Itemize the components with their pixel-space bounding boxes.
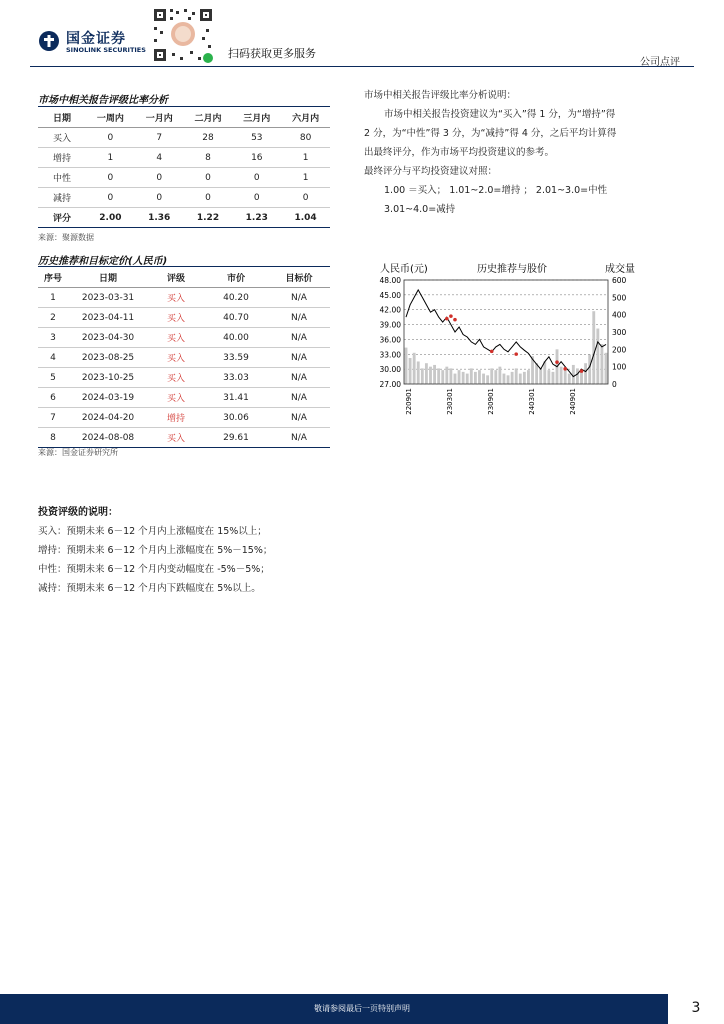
volume-bar bbox=[511, 372, 514, 384]
price-history-chart bbox=[362, 258, 662, 438]
history-table-header: 序号 bbox=[38, 268, 68, 288]
chart-y-tick-label: 27.00 bbox=[379, 380, 401, 389]
chart-y-tick-label: 36.00 bbox=[379, 335, 401, 345]
history-table-cell: N/A bbox=[268, 328, 330, 348]
rating-table-header: 六月内 bbox=[281, 108, 330, 128]
volume-bar bbox=[490, 368, 493, 384]
volume-bar bbox=[429, 367, 432, 384]
volume-bar bbox=[482, 374, 485, 384]
history-table-cell: 3 bbox=[38, 328, 68, 348]
rating-table-row bbox=[38, 188, 330, 208]
volume-bar bbox=[580, 372, 583, 384]
explanation-line: 市场中相关报告投资建议为“买入”得 1 分，为“增持”得 bbox=[384, 109, 616, 120]
price-series-line bbox=[406, 290, 606, 377]
page-number: 3 bbox=[668, 992, 724, 1024]
history-table-row bbox=[38, 328, 330, 348]
footer-disclaimer: 敬请参阅最后一页特别声明 bbox=[314, 1004, 410, 1013]
history-table-cell: 40.00 bbox=[204, 328, 268, 348]
volume-bar bbox=[449, 368, 452, 384]
rating-table-cell: 1 bbox=[281, 168, 330, 188]
rating-table-cell: 4 bbox=[135, 148, 184, 168]
chart-y-tick-label: 30.00 bbox=[379, 365, 401, 375]
volume-bar bbox=[515, 368, 518, 384]
rating-table-cell: 1 bbox=[86, 148, 135, 168]
history-table-cell: 2023-04-11 bbox=[68, 308, 148, 328]
volume-bar bbox=[470, 368, 473, 384]
chart-title: 历史推荐与股价 bbox=[477, 264, 547, 275]
rating-table-cell: 0 bbox=[135, 168, 184, 188]
volume-bar bbox=[454, 374, 457, 384]
explanation-title: 市场中相关报告评级比率分析说明： bbox=[364, 90, 517, 101]
rating-table-cell: 0 bbox=[86, 128, 135, 148]
rating-table-cell: 0 bbox=[135, 188, 184, 208]
chart-x-tick-label: 230901 bbox=[487, 388, 495, 415]
qr-code-icon[interactable] bbox=[150, 5, 216, 65]
rating-cell: 买入 bbox=[148, 388, 204, 408]
history-table-cell: 8 bbox=[38, 428, 68, 448]
chart-y2-tick-label: 200 bbox=[612, 345, 627, 355]
rating-table-header: 一月内 bbox=[135, 108, 184, 128]
history-table-header: 市价 bbox=[204, 268, 268, 288]
volume-bar bbox=[486, 375, 489, 384]
volume-bar bbox=[494, 370, 497, 384]
rating-cell: 买入 bbox=[148, 348, 204, 368]
volume-bar bbox=[576, 368, 579, 384]
rating-table-cell: 0 bbox=[281, 188, 330, 208]
volume-bar bbox=[498, 367, 501, 384]
history-table-row bbox=[38, 348, 330, 368]
volume-bar bbox=[572, 365, 575, 384]
history-table-cell: 40.20 bbox=[204, 288, 268, 308]
volume-bar bbox=[552, 372, 555, 384]
history-table-header: 评级 bbox=[148, 268, 204, 288]
volume-bar bbox=[413, 353, 416, 384]
history-table-cell: 31.41 bbox=[204, 388, 268, 408]
chart-x-tick-label: 230301 bbox=[446, 388, 454, 415]
rating-cell: 买入 bbox=[148, 288, 204, 308]
volume-bar bbox=[592, 311, 595, 384]
volume-bar bbox=[535, 363, 538, 384]
volume-bar bbox=[605, 353, 608, 384]
rating-table-row bbox=[38, 128, 330, 148]
recommendation-marker bbox=[449, 314, 453, 318]
history-table-cell: 4 bbox=[38, 348, 68, 368]
rating-cell: 买入 bbox=[148, 368, 204, 388]
rating-table-top-rule bbox=[38, 106, 330, 107]
rating-score-cell: 评分 bbox=[38, 208, 86, 228]
company-logo-text: 国金证券 bbox=[66, 31, 126, 47]
rating-cell: 买入 bbox=[148, 328, 204, 348]
rating-table-cell: 减持 bbox=[38, 188, 86, 208]
volume-bar bbox=[425, 363, 428, 384]
chart-y-tick-label: 33.00 bbox=[379, 350, 401, 360]
history-table-cell: 5 bbox=[38, 368, 68, 388]
volume-bar bbox=[458, 370, 461, 384]
history-table-row bbox=[38, 368, 330, 388]
rating-table-source: 来源：聚源数据 bbox=[38, 233, 94, 242]
history-table-row bbox=[38, 428, 330, 448]
volume-bars bbox=[405, 311, 608, 384]
rating-table-cell: 53 bbox=[232, 128, 281, 148]
rating-table-cell: 0 bbox=[86, 168, 135, 188]
rating-table-row bbox=[38, 148, 330, 168]
chart-y2-tick-label: 500 bbox=[612, 293, 627, 303]
history-table-row bbox=[38, 388, 330, 408]
rating-table-header: 二月内 bbox=[184, 108, 233, 128]
history-table-cell: N/A bbox=[268, 368, 330, 388]
rating-desc-title: 投资评级的说明： bbox=[38, 507, 118, 518]
chart-y-tick-label: 45.00 bbox=[379, 290, 401, 300]
chart-y2-axis-label: 成交量 bbox=[605, 264, 635, 275]
chart-axes bbox=[380, 276, 627, 415]
rating-table-row bbox=[38, 168, 330, 188]
volume-bar bbox=[547, 370, 550, 384]
history-table-row bbox=[38, 288, 330, 308]
rating-cell: 买入 bbox=[148, 308, 204, 328]
volume-bar bbox=[503, 374, 506, 384]
rating-score-cell: 1.23 bbox=[232, 208, 281, 228]
volume-bar bbox=[584, 363, 587, 384]
chart-y-axis-label: 人民币(元) bbox=[380, 264, 428, 275]
history-table-cell: N/A bbox=[268, 348, 330, 368]
volume-bar bbox=[564, 370, 567, 384]
rating-score-cell: 1.22 bbox=[184, 208, 233, 228]
history-table-cell: 33.03 bbox=[204, 368, 268, 388]
chart-y2-tick-label: 600 bbox=[612, 276, 627, 285]
history-table-cell: 2024-08-08 bbox=[68, 428, 148, 448]
volume-bar bbox=[560, 367, 563, 384]
rating-table-cell: 0 bbox=[86, 188, 135, 208]
price-line bbox=[406, 290, 606, 377]
explanation-line: 1.00 ＝买入； 1.01~2.0=增持 ； 2.01~3.0=中性 bbox=[384, 185, 608, 196]
explanation-line: 3.01~4.0=减持 bbox=[384, 204, 456, 215]
rating-score-cell: 1.36 bbox=[135, 208, 184, 228]
history-table-cell: 2024-03-19 bbox=[68, 388, 148, 408]
volume-bar bbox=[543, 361, 546, 384]
history-table-cell: 2 bbox=[38, 308, 68, 328]
rating-desc-item: 买入：预期未来 6－12 个月内上涨幅度在 15%以上； bbox=[38, 526, 267, 537]
volume-bar bbox=[445, 367, 448, 384]
rating-table-title: 市场中相关报告评级比率分析 bbox=[38, 95, 168, 106]
rating-table-cell: 0 bbox=[184, 168, 233, 188]
volume-bar bbox=[568, 374, 571, 384]
chart-y-tick-label: 42.00 bbox=[379, 305, 401, 315]
chart-y2-tick-label: 0 bbox=[612, 380, 617, 389]
volume-bar bbox=[507, 375, 510, 384]
volume-bar bbox=[474, 372, 477, 384]
rating-table-cell: 0 bbox=[232, 168, 281, 188]
history-table-cell: N/A bbox=[268, 308, 330, 328]
chart-y-tick-label: 39.00 bbox=[379, 320, 401, 330]
rating-table-cell: 0 bbox=[232, 188, 281, 208]
volume-bar bbox=[588, 355, 591, 384]
history-table-cell: 2023-04-30 bbox=[68, 328, 148, 348]
volume-bar bbox=[417, 361, 420, 384]
history-table-cell: 2023-10-25 bbox=[68, 368, 148, 388]
recommendation-marker bbox=[453, 318, 457, 322]
history-table-cell: 1 bbox=[38, 288, 68, 308]
volume-bar bbox=[433, 365, 436, 384]
history-table-cell: 30.06 bbox=[204, 408, 268, 428]
rating-table-header: 日期 bbox=[38, 108, 86, 128]
history-table-cell: 6 bbox=[38, 388, 68, 408]
volume-bar bbox=[421, 368, 424, 384]
rating-desc-item: 增持：预期未来 6－12 个月内上涨幅度在 5%－15%； bbox=[38, 545, 273, 556]
chart-y-tick-label: 48.00 bbox=[379, 276, 401, 285]
chart-y2-tick-label: 400 bbox=[612, 310, 627, 320]
rating-ratio-table bbox=[38, 108, 330, 228]
rating-table-cell: 0 bbox=[184, 188, 233, 208]
header-divider bbox=[30, 66, 694, 67]
history-table-cell: N/A bbox=[268, 288, 330, 308]
history-table-cell: 40.70 bbox=[204, 308, 268, 328]
recommendation-marker bbox=[490, 350, 494, 354]
volume-bar bbox=[437, 368, 440, 384]
volume-bar bbox=[519, 374, 522, 384]
recommendation-marker bbox=[514, 352, 518, 356]
volume-bar bbox=[466, 374, 469, 384]
volume-bar bbox=[596, 329, 599, 384]
scan-prompt-text: 扫码获取更多服务 bbox=[228, 47, 316, 60]
history-table-cell: N/A bbox=[268, 408, 330, 428]
volume-bar bbox=[600, 344, 603, 384]
explanation-line: 2 分，为“中性”得 3 分，为“减持”得 4 分，之后平均计算得 bbox=[364, 128, 617, 139]
rating-cell: 买入 bbox=[148, 428, 204, 448]
chart-x-tick-label: 220901 bbox=[405, 388, 413, 415]
volume-bar bbox=[441, 370, 444, 384]
rating-score-row bbox=[38, 208, 330, 228]
chart-x-tick-label: 240301 bbox=[528, 388, 536, 415]
rating-table-cell: 7 bbox=[135, 128, 184, 148]
history-recommendation-table bbox=[38, 268, 330, 448]
history-table-cell: 29.61 bbox=[204, 428, 268, 448]
volume-bar bbox=[409, 358, 412, 384]
history-table-cell: 2023-08-25 bbox=[68, 348, 148, 368]
history-table-row bbox=[38, 408, 330, 428]
volume-bar bbox=[523, 372, 526, 384]
rating-table-cell: 中性 bbox=[38, 168, 86, 188]
history-table-top-rule bbox=[38, 266, 330, 267]
volume-bar bbox=[527, 370, 530, 384]
history-table-row bbox=[38, 308, 330, 328]
history-table-title: 历史推荐和目标定价(人民币) bbox=[38, 256, 168, 267]
history-table-header: 日期 bbox=[68, 268, 148, 288]
rating-table-header: 一周内 bbox=[86, 108, 135, 128]
explanation-line: 最终评分与平均投资建议对照： bbox=[364, 166, 498, 177]
rating-desc-item: 减持：预期未来 6－12 个月内下跌幅度在 5%以上。 bbox=[38, 583, 261, 594]
rating-score-cell: 2.00 bbox=[86, 208, 135, 228]
chart-x-tick-label: 240901 bbox=[569, 388, 577, 415]
rating-table-cell: 80 bbox=[281, 128, 330, 148]
history-table-cell: 2023-03-31 bbox=[68, 288, 148, 308]
history-table-cell: 7 bbox=[38, 408, 68, 428]
chart-y2-tick-label: 300 bbox=[612, 328, 627, 337]
rating-table-cell: 1 bbox=[281, 148, 330, 168]
company-logo-icon bbox=[38, 30, 60, 52]
explanation-line: 出最终评分，作为市场平均投资建议的参考。 bbox=[364, 147, 555, 158]
history-table-cell: N/A bbox=[268, 388, 330, 408]
history-table-header: 目标价 bbox=[268, 268, 330, 288]
company-logo-english: SINOLINK SECURITIES bbox=[66, 46, 146, 54]
volume-bar bbox=[478, 370, 481, 384]
recommendation-marker bbox=[580, 369, 584, 373]
rating-table-cell: 增持 bbox=[38, 148, 86, 168]
recommendation-marker bbox=[563, 367, 567, 371]
report-type-label: 公司点评 bbox=[640, 57, 680, 68]
volume-bar bbox=[405, 348, 408, 384]
history-table-cell: N/A bbox=[268, 428, 330, 448]
rating-table-cell: 28 bbox=[184, 128, 233, 148]
rating-cell: 增持 bbox=[148, 408, 204, 428]
volume-bar bbox=[462, 372, 465, 384]
history-table-source: 来源：国金证券研究所 bbox=[38, 448, 118, 457]
rating-score-cell: 1.04 bbox=[281, 208, 330, 228]
rating-table-cell: 16 bbox=[232, 148, 281, 168]
rating-table-cell: 8 bbox=[184, 148, 233, 168]
history-table-cell: 2024-04-20 bbox=[68, 408, 148, 428]
rating-table-cell: 买入 bbox=[38, 128, 86, 148]
history-table-cell: 33.59 bbox=[204, 348, 268, 368]
recommendation-marker bbox=[445, 317, 449, 321]
recommendation-marker bbox=[555, 360, 559, 364]
rating-desc-item: 中性：预期未来 6－12 个月内变动幅度在 -5%－5%； bbox=[38, 564, 270, 575]
rating-table-header: 三月内 bbox=[232, 108, 281, 128]
chart-y2-tick-label: 100 bbox=[612, 362, 627, 372]
volume-bar bbox=[539, 368, 542, 384]
